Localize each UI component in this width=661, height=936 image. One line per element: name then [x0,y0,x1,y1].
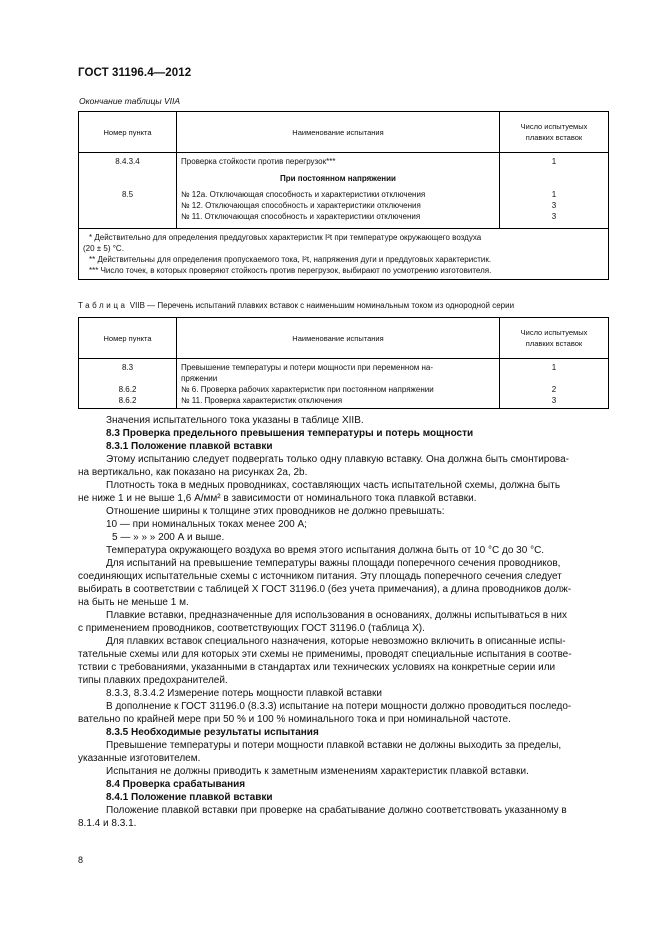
paragraph-line: Плотность тока в медных проводниках, составляющих часть испытательной схемы, должна быть [106,480,561,491]
footnote: ** Действительны для определения пропускаемого тока, I²t, напряжения дуги и преддуговых характеристик. [89,255,492,264]
test-name: № 12. Отключающая способность и характеристики отключения [181,201,421,210]
column-header-number: Номер пункта [79,112,177,153]
count-value: 1 [551,363,557,372]
table1-caption: Окончание таблицы VIIA [79,96,181,106]
paragraph-line: выбирать в соответствии с таблицей X ГОСТ 31196.0 (без учета примечания), а длина проводников долж- [78,584,572,595]
subsection-heading: 8.3.5 Необходимые результаты испытания [106,727,319,738]
document-header: ГОСТ 31196.4—2012 [78,67,192,79]
section-heading: 8.4 Проверка срабатывания [106,779,246,790]
paragraph-line: Положение плавкой вставки при проверке на срабатывание должно соответствовать указанному в [106,805,567,816]
count-cell [500,359,609,409]
count-value: 2 [551,385,557,394]
paragraph-line: Отношение ширины к толщине этих проводников не должно превышать: [106,506,445,517]
section-heading: 8.3 Проверка предельного превышения температуры и потерь мощности [106,428,474,439]
table2-caption [78,301,514,310]
table-viib [78,317,609,409]
paragraph-line: Температура окружающего воздуха во время этого испытания должна быть от 10 °C до 30 °C. [106,545,545,556]
column-header-count-line2: плавких вставок [525,133,583,142]
count-value: 1 [551,190,557,199]
paragraph-line: вательно по крайней мере при 50 % и 100 % номинального тока и при номинальной частоте. [78,714,511,725]
table-header-row [79,112,609,153]
test-name: пряжении [181,374,218,383]
page-number: 8 [78,855,84,865]
test-name-cell [177,359,500,409]
table-notes [79,229,609,280]
table-body-row [79,153,609,229]
test-name: № 6. Проверка рабочих характеристик при постоянном напряжении [181,385,434,394]
number-cell [79,359,177,409]
column-header-count-line1: Число испытуемых [520,122,588,131]
row-number: 8.6.2 [118,396,137,405]
column-header-count [500,318,609,359]
spacer [79,178,176,189]
paragraph-line: тательные схемы или для которых эти схемы не применимы, проводят специальные испытания в соотве- [78,649,572,660]
column-header-count [500,112,609,153]
row-number: 8.5 [121,190,134,199]
paragraph-line: не ниже 1 и не выше 1,6 А/мм² в зависимости от номинального тока плавкой вставки. [78,493,477,504]
spacer [500,373,608,384]
paragraph-line: типы плавких предохранителей. [78,675,228,686]
row-number: 8.6.2 [118,385,137,394]
test-name: Превышение температуры и потери мощности при переменном на- [181,363,434,372]
paragraph-line: с применением проводников, соответствующих ГОСТ 31196.0 (таблица X). [78,623,425,634]
table-viia-end [78,111,609,280]
paragraph-line: В дополнение к ГОСТ 31196.0 (8.3.3) испытание на потери мощности должно проводиться последо- [106,701,572,712]
table2-caption-lead: Таблица [78,301,128,310]
paragraph-line: Для плавких вставок специального назначения, которые невозможно включить в описанные испы- [106,636,566,647]
paragraph-line: 8.1.4 и 8.3.1. [78,818,137,829]
table-body-row [79,359,609,409]
paragraph-line: Превышение температуры и потери мощности плавкой вставки не должны выходить за пределы, [106,740,562,751]
count-cell [500,153,609,229]
footnote: * Действительно для определения преддуговых характеристик I²t при температуре окружающего воздуха [89,233,482,242]
paragraph-line: соединяющих испытательные схемы с источником питания. Эту площадь поперечного сечения следует [78,571,562,582]
paragraph-line: указанные изготовителем. [78,753,201,764]
paragraph-line: Этому испытанию следует подвергать только одну плавкую вставку. Она должна быть смонтирова- [106,454,569,465]
test-name-cell [177,153,500,229]
count-value: 3 [551,201,557,210]
footnote: *** Число точек, в которых проверяют стойкость против перегрузок, выбирают по усмотрению изготовителя. [89,266,492,275]
column-header-test-name: Наименование испытания [177,112,500,153]
test-name: Проверка стойкости против перегрузок*** [181,157,336,166]
subsection-heading: 8.3.1 Положение плавкой вставки [106,441,273,452]
column-header-number: Номер пункта [79,318,177,359]
subsection-heading: 8.3.3, 8.3.4.2 Измерение потерь мощности плавкой вставки [106,688,383,699]
table2-caption-rest: VIIB — Перечень испытаний плавких вставок с наименьшим номинальным током из однородной серии [127,301,515,310]
count-value: 3 [551,212,557,221]
spacer [79,200,176,211]
spacer [500,173,608,184]
paragraph-line: 5 — » » » 200 А и выше. [112,532,225,543]
spacer [79,373,176,384]
footnote: (20 ± 5) °C. [83,244,124,253]
paragraph-line: тствии с требованиями, указанными в стандартах или технических условиях на конкретные серии или [78,662,556,673]
body-text [78,414,613,830]
test-name: № 11. Отключающая способность и характеристики отключения [181,212,421,221]
test-name: № 12а. Отключающая способность и характеристики отключения [181,190,426,199]
section-heading: При постоянном напряжении [280,174,396,183]
paragraph-line: 10 — при номинальных токах менее 200 А; [106,519,307,530]
row-number: 8.4.3.4 [115,157,140,166]
spacer [79,167,176,178]
column-header-test-name: Наименование испытания [177,318,500,359]
test-name: № 11. Проверка характеристик отключения [181,396,343,405]
table-notes-row [79,229,609,280]
paragraph-line: Испытания не должны приводить к заметным изменениям характеристик плавкой вставки. [106,766,529,777]
spacer [79,211,176,222]
count-value: 3 [551,396,557,405]
table-header-row [79,318,609,359]
count-value: 1 [551,157,557,166]
paragraph-line: на вертикально, как показано на рисунках 2а, 2b. [78,467,308,478]
number-cell [79,153,177,229]
paragraph-line: Плавкие вставки, предназначенные для использования в основаниях, должны испытываться в них [106,610,567,621]
paragraph-line: Значения испытательного тока указаны в таблице XIIB. [106,415,364,426]
paragraph-line: на быть не меньше 1 м. [78,597,189,608]
subsection-heading: 8.4.1 Положение плавкой вставки [106,792,273,803]
row-number: 8.3 [121,363,134,372]
paragraph-line: Для испытаний на превышение температуры важны площади поперечного сечения проводников, [106,558,561,569]
column-header-count-line2: плавких вставок [525,339,583,348]
column-header-count-line1: Число испытуемых [520,328,588,337]
